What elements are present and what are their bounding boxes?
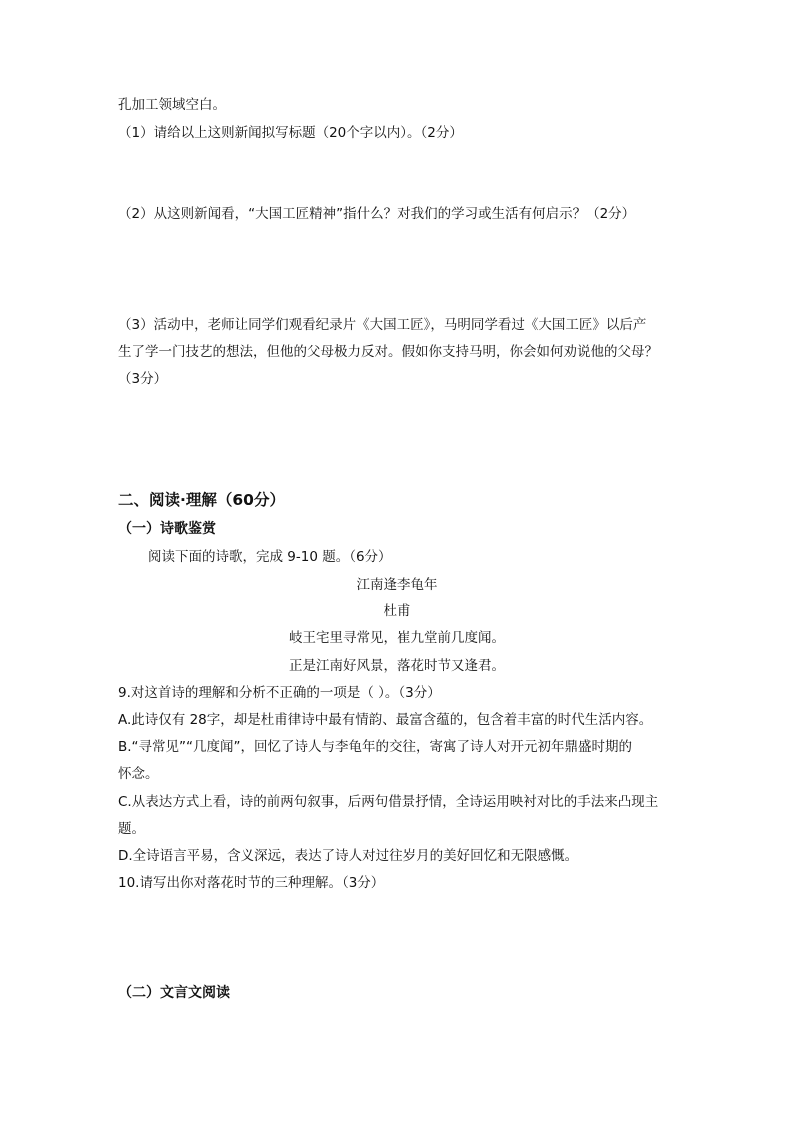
section-title: 二、阅读·理解（60分） <box>118 491 285 509</box>
option-a: A.此诗仅有 28字，却是杜甫律诗中最有情韵、最富含蕴的，包含着丰富的时代生活内容。 <box>118 712 653 728</box>
option-b-line-1: B.“寻常见”“几度闻”，回忆了诗人与李龟年的交往，寄寓了诗人对开元初年鼎盛时期的 <box>118 739 633 755</box>
text-line: 孔加工领域空白。 <box>118 97 226 113</box>
question-1: （1）请给以上这则新闻拟写标题（20个字以内）。（2分） <box>118 125 463 141</box>
subsection-title-classical: （二）文言文阅读 <box>118 985 230 1001</box>
option-c-line-2: 题。 <box>118 821 145 837</box>
poem-line-2: 正是江南好风景，落花时节又逢君。 <box>289 658 505 674</box>
poem-line-1: 岐王宅里寻常见，崔九堂前几度闻。 <box>289 630 505 646</box>
question-3-line-3: （3分） <box>118 371 168 387</box>
option-d: D.全诗语言平易，含义深远，表达了诗人对过往岁月的美好回忆和无限感慨。 <box>118 848 579 864</box>
subsection-title-poetry: （一）诗歌鉴赏 <box>118 521 216 537</box>
question-2: （2）从这则新闻看，“大国工匠精神”指什么？对我们的学习或生活有何启示？（2分） <box>118 206 636 222</box>
question-3-line-1: （3）活动中，老师让同学们观看纪录片《大国工匠》，马明同学看过《大国工匠》以后产 <box>118 317 647 333</box>
poem-author: 杜甫 <box>383 603 411 619</box>
reading-instruction: 阅读下面的诗歌，完成 9-10 题。（6分） <box>148 549 392 565</box>
question-3-line-2: 生了学一门技艺的想法，但他的父母极力反对。假如你支持马明，你会如何劝说他的父母？ <box>118 344 658 360</box>
question-9: 9.对这首诗的理解和分析不正确的一项是（ ）。（3分） <box>118 685 441 701</box>
option-b-line-2: 怀念。 <box>118 766 159 782</box>
poem-title: 江南逢李龟年 <box>356 577 438 593</box>
question-10: 10.请写出你对落花时节的三种理解。（3分） <box>118 875 385 891</box>
option-c-line-1: C.从表达方式上看，诗的前两句叙事，后两句借景抒情，全诗运用映衬对比的手法来凸现主 <box>118 794 659 810</box>
